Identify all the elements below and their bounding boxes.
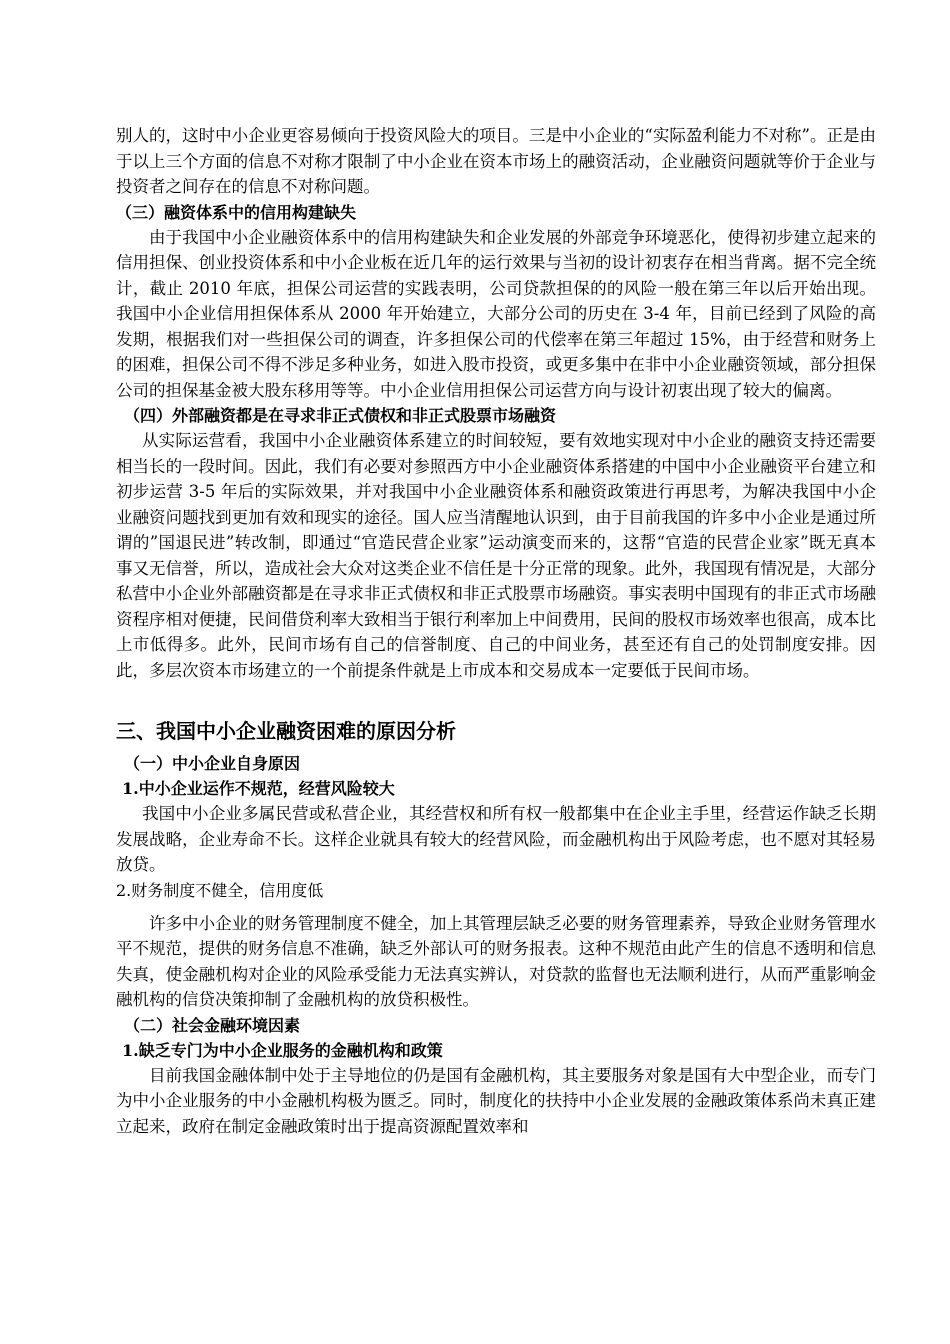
section-heading-causes: 三、我国中小企业融资困难的原因分析 (116, 719, 456, 743)
heading-credit-system: （三）融资体系中的信用构建缺失 (116, 202, 357, 222)
paragraph-irregular-operation: 我国中小企业多属民营或私营企业，其经营权和所有权一般都集中在企业主手里，经营运作缺乏长期发展战略，企业寿命不长。这样企业就具有较大的经营风险，而金融机构出于风险考虑，也不愿对其轻易放贷。 (116, 804, 876, 874)
paragraph-info-asymmetry: 别人的，这时中小企业更容易倾向于投资风险大的项目。三是中小企业的“实际盈利能力不对称”。正是由于以上三个方面的信息不对称才限制了中小企业在资本市场上的融资活动，企业融资问题就等价于企业与投资者之间存在的信息不对称问题。 (116, 126, 876, 196)
heading-irregular-operation: 1.中小企业运作不规范，经营风险较大 (122, 779, 395, 798)
document-body (116, 123, 876, 1139)
heading-enterprise-causes: （一）中小企业自身原因 (124, 754, 301, 773)
paragraph-finance-system: 许多中小企业的财务管理制度不健全，加上其管理层缺乏必要的财务管理素养，导致企业财务管理水平不规范，提供的财务信息不准确，缺乏外部认可的财务报表。这种不规范由此产生的信息不透明和信息失真，使金融机构对企业的风险承受能力无法真实辨认，对贷款的监督也无法顺利进行，从而严重影响金融机构的信贷决策抑制了金融机构的放贷积极性。 (116, 913, 876, 1009)
heading-external-financing: （四）外部融资都是在寻求非正式债权和非正式股票市场融资 (124, 406, 557, 425)
paragraph-external-financing: 从实际运营看，我国中小企业融资体系建立的时间较短，要有效地实现对中小企业的融资支持还需要相当长的一段时间。因此，我们有必要对参照西方中小企业融资体系搭建的中国中小企业融资平台建立和初步运营 3-5 年后的实际效果，并对我国中小企业融资体系和融资政策进行再思考，为解决我国中小企业融资问题找到更加有效和现实的途径。国人应当清醒地认识到，由于目前我国的许多中小企业是通过所谓的”国退民进”转改制，即通过“官造民营企业家”运动演变而来的，这帮“官造的民营企业家”既无真本事又无信誉，所以，造成社会大众对这类企业不信任是十分正常的现象。此外，我国现有情况是，大部分私营中小企业外部融资都是在寻求非正式债权和非正式股票市场融资。事实表明中国现有的非正式市场融资程序相对便捷，民间借贷利率大致相当于银行利率加上中间费用，民间的股权市场效率也很高，成本比上市低得多。此外，民间市场有自己的信誉制度、自己的中间业务，甚至还有自己的处罚制度安排。因此，多层次资本市场建立的一个前提条件就是上市成本和交易成本一定要低于民间市场。 (116, 431, 876, 680)
heading-lack-of-institutions: 1.缺乏专门为中小企业服务的金融机构和政策 (122, 1040, 443, 1060)
heading-financial-environment: （二）社会金融环境因素 (124, 1015, 301, 1035)
paragraph-lack-of-institutions: 目前我国金融体制中处于主导地位的仍是国有金融机构，其主要服务对象是国有大中型企业，而专门为中小企业服务的中小金融机构极为匮乏。同时，制度化的扶持中小企业发展的金融政策体系尚未真正建立起来，政府在制定金融政策时出于提高资源配置效率和 (116, 1065, 876, 1136)
paragraph-credit-system: 由于我国中小企业融资体系中的信用构建缺失和企业发展的外部竞争环境恶化，使得初步建立起来的信用担保、创业投资体系和中小企业板在近几年的运行效果与当初的设计初衷存在相当背离。据不完全统计，截止 2010 年底，担保公司运营的实践表明，公司贷款担保的的风险一般在第三年以后开始出现。我国中小企业信用担保体系从 2000 年开始建立，大部分公司的历史在 3-4 年，目前已经到了风险的高发期，根据我们对一些担保公司的调查，许多担保公司的代偿率在第三年超过 15%，由于经营和财务上的困难，担保公司不得不涉足多种业务，如进入股市投资，或更多集中在非中小企业融资领域，部分担保公司的担保基金被大股东移用等等。中小企业信用担保公司运营方向与设计初衷出现了较大的偏离。 (116, 227, 876, 400)
heading-finance-system: 2.财务制度不健全，信用度低 (116, 880, 324, 900)
